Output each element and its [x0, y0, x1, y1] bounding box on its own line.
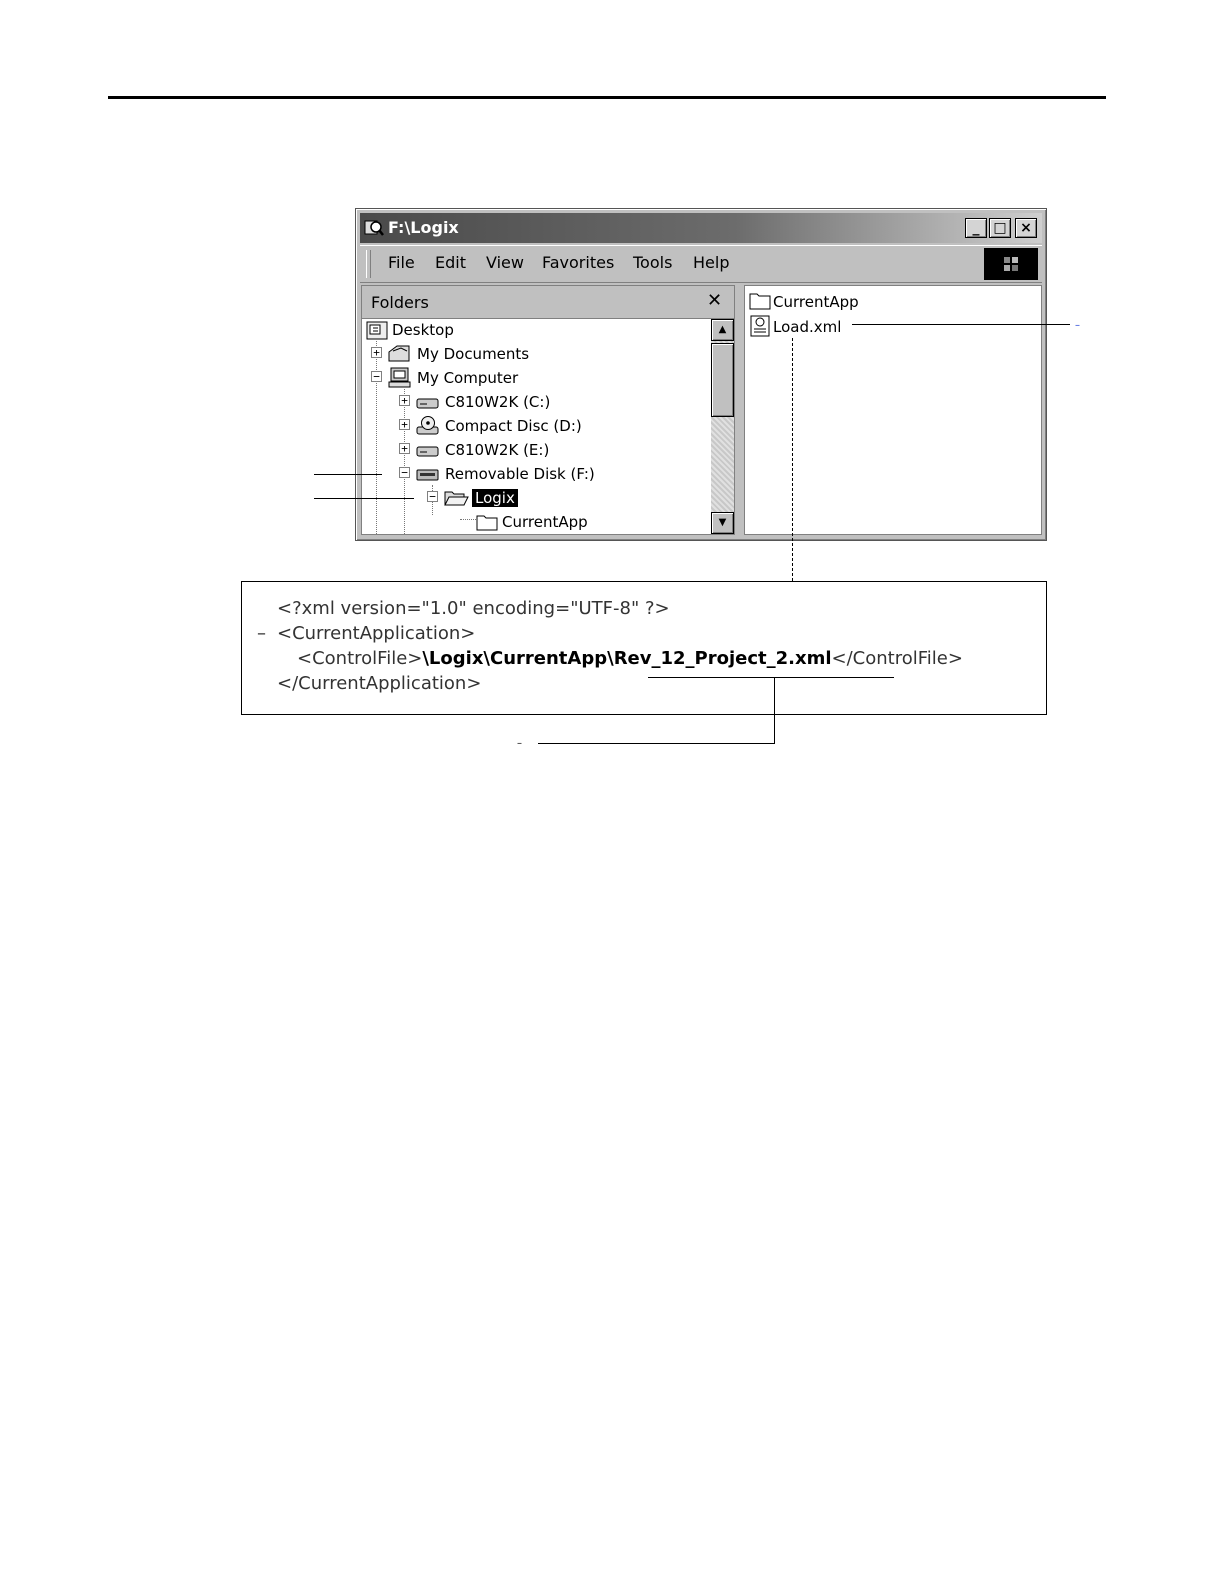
menu-tools[interactable]: Tools — [633, 253, 673, 272]
folder-tree: Desktop + My Documents − My Computer + C810W2K (C:) + Compact Disc (D:) + C810W2K (E:) − Removable Disk (F:) − Logix CurrentApp — [362, 319, 710, 534]
folder-icon — [748, 290, 774, 312]
menu-edit[interactable]: Edit — [435, 253, 466, 272]
collapse-toggle[interactable]: − — [427, 491, 438, 502]
xml-content-box — [241, 581, 1047, 715]
explorer-window — [355, 208, 1047, 541]
expand-toggle[interactable]: + — [371, 347, 382, 358]
my-computer-icon — [387, 367, 413, 389]
callout-mark-right: – — [1075, 320, 1080, 331]
callout-bracket-horizontal — [538, 743, 775, 744]
expand-toggle[interactable]: + — [399, 443, 410, 454]
callout-line-load-xml — [852, 324, 1070, 325]
tree-connector — [460, 519, 476, 520]
title-bar[interactable] — [360, 213, 1042, 243]
file-list-pane: CurrentApp Load.xml — [744, 285, 1042, 535]
cd-drive-icon — [415, 415, 441, 437]
scroll-down-button[interactable]: ▼ — [711, 512, 734, 534]
callout-line-removable-disk — [314, 474, 382, 475]
xml-declaration: <?xml version="1.0" encoding="UTF-8" ?> — [277, 598, 670, 619]
scroll-thumb[interactable] — [711, 343, 734, 417]
close-button[interactable]: × — [1015, 218, 1037, 238]
callout-underline-filename — [648, 677, 894, 678]
folders-scrollbar[interactable] — [711, 319, 734, 534]
callout-line-logix — [314, 498, 414, 499]
collapse-toggle[interactable]: − — [371, 371, 382, 382]
removable-disk-icon — [415, 463, 441, 485]
tree-item-label-selected: Logix — [472, 489, 518, 507]
callout-dashed-connector — [792, 338, 793, 581]
hard-drive-icon — [415, 439, 441, 461]
throbber — [984, 248, 1038, 280]
expand-toggle[interactable]: + — [399, 395, 410, 406]
scroll-up-button[interactable]: ▲ — [711, 319, 734, 341]
folders-title: Folders — [371, 293, 429, 312]
minimize-button[interactable]: _ — [965, 218, 987, 238]
xml-file-icon — [748, 315, 774, 337]
header-rule — [108, 96, 1106, 99]
xml-control-open-tag: <ControlFile> — [297, 648, 423, 669]
xml-collapse-marker: – — [257, 623, 266, 644]
desktop-icon — [365, 319, 391, 341]
xml-control-value: \Logix\CurrentApp\Rev_12_Project_2.xml — [422, 648, 832, 669]
windows-logo-icon — [1003, 256, 1019, 272]
xml-control-close-tag: </ControlFile> — [831, 648, 963, 669]
xml-control-line — [297, 648, 963, 669]
callout-mark-bottom: – — [517, 738, 522, 749]
folders-close-button[interactable]: ✕ — [707, 290, 723, 311]
callout-bracket-vertical — [774, 677, 775, 744]
tree-connector — [404, 389, 405, 534]
menu-view[interactable]: View — [486, 253, 524, 272]
xml-close-tag: </CurrentApplication> — [277, 673, 482, 694]
collapse-toggle[interactable]: − — [399, 467, 410, 478]
hard-drive-icon — [415, 391, 441, 413]
xml-open-tag: <CurrentApplication> — [277, 623, 476, 644]
expand-toggle[interactable]: + — [399, 419, 410, 430]
folders-pane — [361, 285, 735, 535]
menu-file[interactable]: File — [388, 253, 415, 272]
menu-grip — [366, 250, 371, 278]
my-documents-icon — [387, 343, 413, 365]
menu-favorites[interactable]: Favorites — [542, 253, 615, 272]
maximize-button[interactable]: □ — [989, 218, 1011, 238]
folders-header — [362, 286, 734, 319]
folder-icon — [475, 511, 501, 533]
open-folder-icon — [443, 487, 469, 509]
menu-bar — [360, 245, 1042, 283]
explorer-window-icon — [364, 219, 384, 237]
window-title: F:\Logix — [388, 218, 459, 237]
menu-help[interactable]: Help — [693, 253, 730, 272]
